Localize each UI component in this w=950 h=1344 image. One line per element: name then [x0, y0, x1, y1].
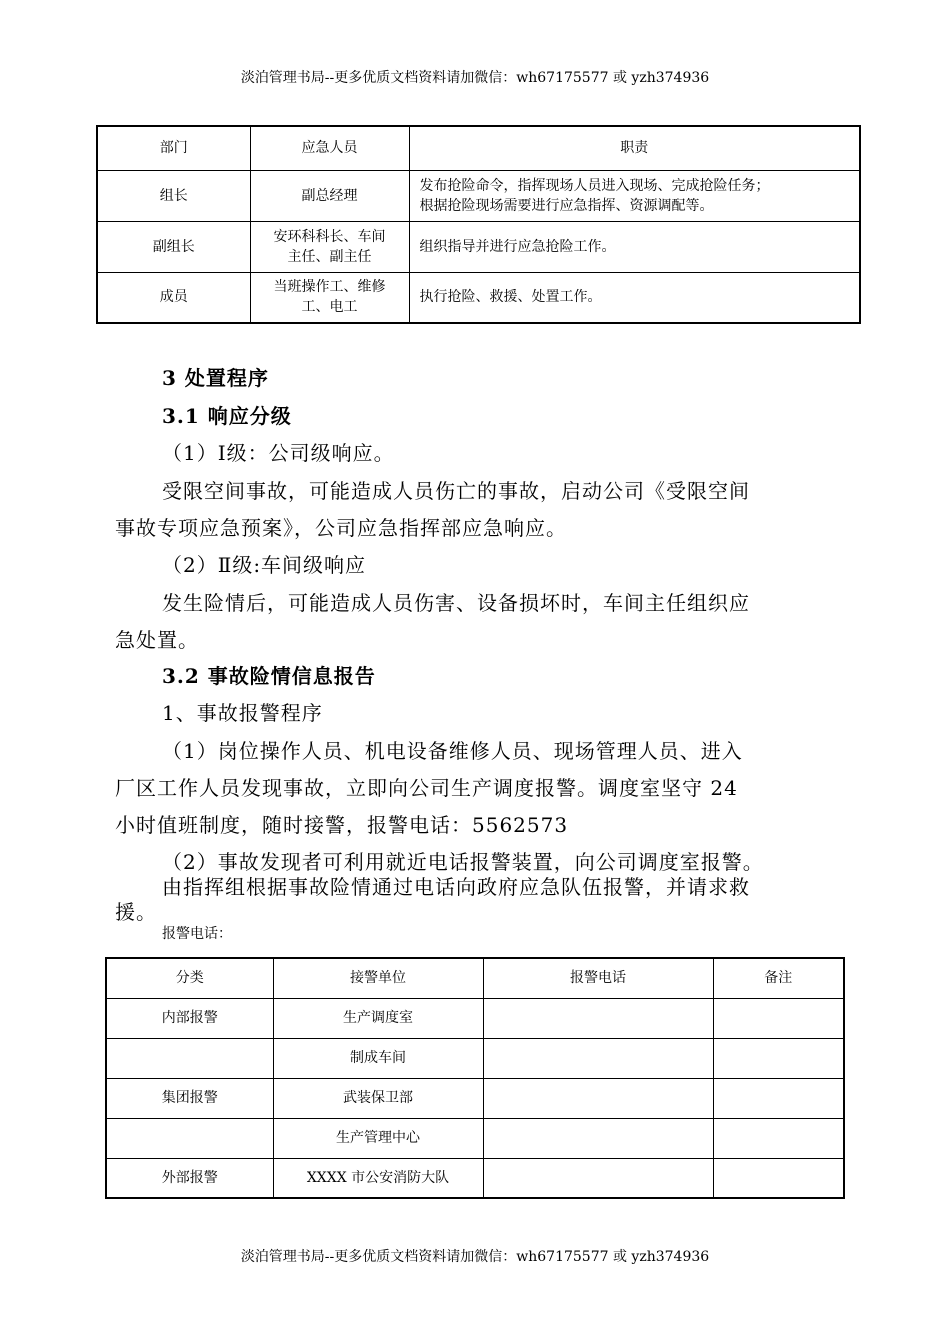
table-cell — [483, 1038, 713, 1078]
cell-line: 当班操作工、维修 — [273, 279, 386, 296]
paragraph: 急处置。 — [115, 628, 199, 652]
header-cell: 报警电话 — [483, 958, 713, 998]
header-cell: 备注 — [713, 958, 844, 998]
table-cell — [483, 1158, 713, 1198]
paragraph: 受限空间事故，可能造成人员伤亡的事故，启动公司《受限空间 — [162, 479, 750, 503]
duty-table — [96, 125, 861, 324]
table-row — [106, 1118, 844, 1158]
table-cell: 武装保卫部 — [273, 1078, 483, 1118]
table-row — [106, 998, 844, 1038]
table-cell — [106, 1038, 273, 1078]
paragraph: （2）事故发现者可利用就近电话报警装置，向公司调度室报警。 — [162, 850, 764, 874]
page-header: 淡泊管理书局--更多优质文档资料请加微信：wh67175577 或 yzh374936 — [240, 70, 710, 86]
section-heading: 3.2 事故险情信息报告 — [162, 664, 376, 688]
header-cell: 接警单位 — [273, 958, 483, 998]
section-heading: 3.1 响应分级 — [162, 404, 292, 428]
table-row — [106, 1158, 844, 1198]
table-cell — [713, 1078, 844, 1118]
header-cell: 分类 — [106, 958, 273, 998]
table-cell — [713, 1118, 844, 1158]
paragraph: 由指挥组根据事故险情通过电话向政府应急队伍报警，并请求救 — [162, 875, 750, 899]
table-row — [97, 126, 860, 170]
table-cell — [106, 1118, 273, 1158]
table-cell — [713, 1158, 844, 1198]
table-row — [97, 272, 860, 323]
table-cell — [483, 1118, 713, 1158]
table-cell: 内部报警 — [106, 998, 273, 1038]
cell-line: 主任、副主任 — [287, 248, 372, 265]
cell-line: 发布抢险命令，指挥现场人员进入现场、完成抢险任务； — [419, 177, 770, 194]
cell-line: 根据抢险现场需要进行应急指挥、资源调配等。 — [419, 197, 714, 214]
paragraph: 1、事故报警程序 — [162, 701, 323, 725]
table-cell: 组织指导并进行应急抢险工作。 — [409, 221, 860, 272]
paragraph: （2）Ⅱ级:车间级响应 — [162, 553, 367, 577]
table-caption: 报警电话： — [162, 926, 232, 942]
header-cell: 职责 — [409, 126, 860, 170]
table-cell: 执行抢险、救援、处置工作。 — [409, 272, 860, 323]
table-cell: 外部报警 — [106, 1158, 273, 1198]
table-cell — [409, 170, 860, 221]
section-heading: 3 处置程序 — [162, 366, 269, 390]
table-cell: 成员 — [97, 272, 250, 323]
table-cell — [250, 221, 409, 272]
alarm-phone-table — [105, 957, 845, 1199]
table-row — [106, 958, 844, 998]
table-cell: 组长 — [97, 170, 250, 221]
header-cell: 部门 — [97, 126, 250, 170]
table-cell: XXXX 市公安消防大队 — [273, 1158, 483, 1198]
page-footer: 淡泊管理书局--更多优质文档资料请加微信：wh67175577 或 yzh374936 — [240, 1249, 710, 1265]
paragraph: （1）Ⅰ级：公司级响应。 — [162, 441, 395, 465]
table-row — [106, 1038, 844, 1078]
table-cell: 制成车间 — [273, 1038, 483, 1078]
table-cell — [250, 272, 409, 323]
table-cell — [483, 1078, 713, 1118]
header-cell: 应急人员 — [250, 126, 409, 170]
table-cell: 生产调度室 — [273, 998, 483, 1038]
cell-line: 安环科科长、车间 — [273, 228, 386, 245]
paragraph: 援。 — [115, 900, 157, 924]
table-cell — [713, 1038, 844, 1078]
table-row — [97, 221, 860, 272]
cell-line: 工、电工 — [301, 299, 358, 316]
table-cell: 集团报警 — [106, 1078, 273, 1118]
table-cell: 生产管理中心 — [273, 1118, 483, 1158]
paragraph: 厂区工作人员发现事故，立即向公司生产调度报警。调度室坚守 24 — [115, 776, 738, 800]
table-cell: 副组长 — [97, 221, 250, 272]
paragraph: 小时值班制度，随时接警，报警电话：5562573 — [115, 813, 569, 837]
table-cell — [483, 998, 713, 1038]
paragraph: （1）岗位操作人员、机电设备维修人员、现场管理人员、进入 — [162, 739, 743, 763]
table-cell — [713, 998, 844, 1038]
table-row — [97, 170, 860, 221]
table-row — [106, 1078, 844, 1118]
paragraph: 发生险情后，可能造成人员伤害、设备损坏时，车间主任组织应 — [162, 591, 750, 615]
paragraph: 事故专项应急预案》，公司应急指挥部应急响应。 — [115, 516, 567, 540]
table-cell: 副总经理 — [250, 170, 409, 221]
